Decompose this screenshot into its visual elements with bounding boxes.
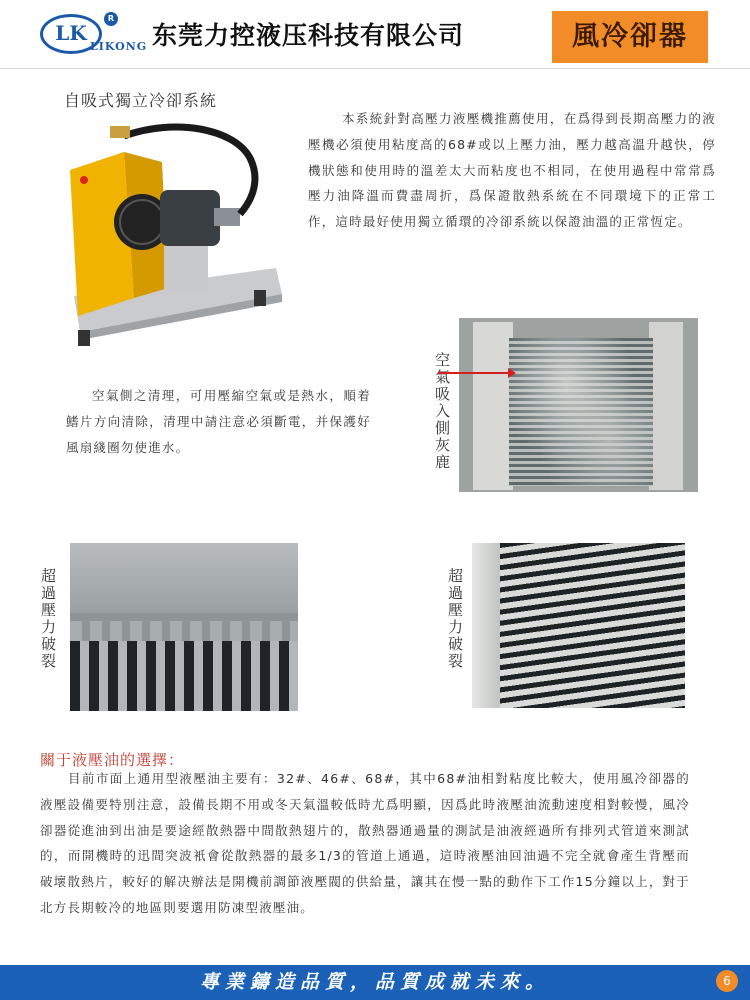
burst-photo-right bbox=[472, 543, 685, 708]
section-title-self-priming: 自吸式獨立冷卻系統 bbox=[64, 91, 218, 110]
dusty-fins-photo bbox=[459, 318, 698, 492]
hydraulic-oil-paragraph: 目前市面上通用型液壓油主要有：32#、46#、68#，其中68#油相對粘度比較大，使用風冷卻器的液壓設備要特別注意，設備長期不用或冬天氣溫較低時尤爲明顯，因爲此時液壓油流動速度相對較慢，風冷卻器從進油到出油是要途經散熱器中間散熱翅片的，散熱器通過量的測試是油液經過所有排列式管道來測試的，而開機時的迅間突波衹會從散熱器的最多1/3的管道上通過，這時液壓油回油過不完全就會產生背壓而破壞散熱片，較好的解决辦法是開機前調節液壓閥的供給量，讓其在慢一點的動作下工作15分鐘以上，對于北方長期較冷的地區則要選用防凍型液壓油。 bbox=[40, 771, 690, 915]
burst-photo-left bbox=[70, 543, 298, 711]
burst-fins bbox=[70, 641, 298, 711]
burst-fins-diagonal bbox=[500, 543, 685, 708]
logo-letters: LK bbox=[55, 21, 87, 45]
air-side-cleaning-paragraph: 空氣側之清理，可用壓縮空氣或是熱水，順着鰭片方向清除，清理中請注意必須斷電，并保護好風扇綫圈勿使進水。 bbox=[66, 388, 371, 455]
registered-mark: R bbox=[104, 12, 118, 26]
footer-slogan: 專業鑄造品質，品質成就未來。 bbox=[199, 971, 550, 993]
air-intake-label: 空氣吸入側灰鹿 bbox=[433, 352, 451, 471]
frame-left bbox=[473, 322, 513, 490]
burst-casing bbox=[70, 543, 298, 613]
brand-name: LIKONG bbox=[90, 40, 148, 53]
arrow-icon bbox=[438, 368, 516, 378]
header-divider bbox=[0, 68, 750, 69]
product-tag: 風冷卻器 bbox=[552, 11, 708, 63]
page-number: 6 bbox=[716, 970, 738, 992]
dust-overlay bbox=[509, 338, 653, 486]
company-name: 东莞力控液压科技有限公司 bbox=[152, 21, 465, 50]
burst-label-left: 超過壓力破裂 bbox=[39, 568, 57, 670]
cooler-unit-photo bbox=[64, 118, 286, 350]
section-title-hydraulic-oil: 關于液壓油的選擇： bbox=[40, 751, 185, 769]
frame-right bbox=[649, 322, 683, 490]
burst-weld-seam bbox=[70, 621, 298, 643]
self-priming-paragraph: 本系統針對高壓力液壓機推薦使用，在爲得到長期高壓力的液壓機必須使用粘度高的68#或以上壓力油，壓力越高溫升越快，停機狀態和使用時的溫差太大而粘度也不相同，在使用過程中常常爲壓力油降溫而費盡周折，爲保證散熱系統在不同環境下的正常工作，這時最好使用獨立循環的冷卻系統以保證油溫的正常恆定。 bbox=[308, 111, 716, 230]
burst-label-right: 超過壓力破裂 bbox=[446, 568, 464, 670]
